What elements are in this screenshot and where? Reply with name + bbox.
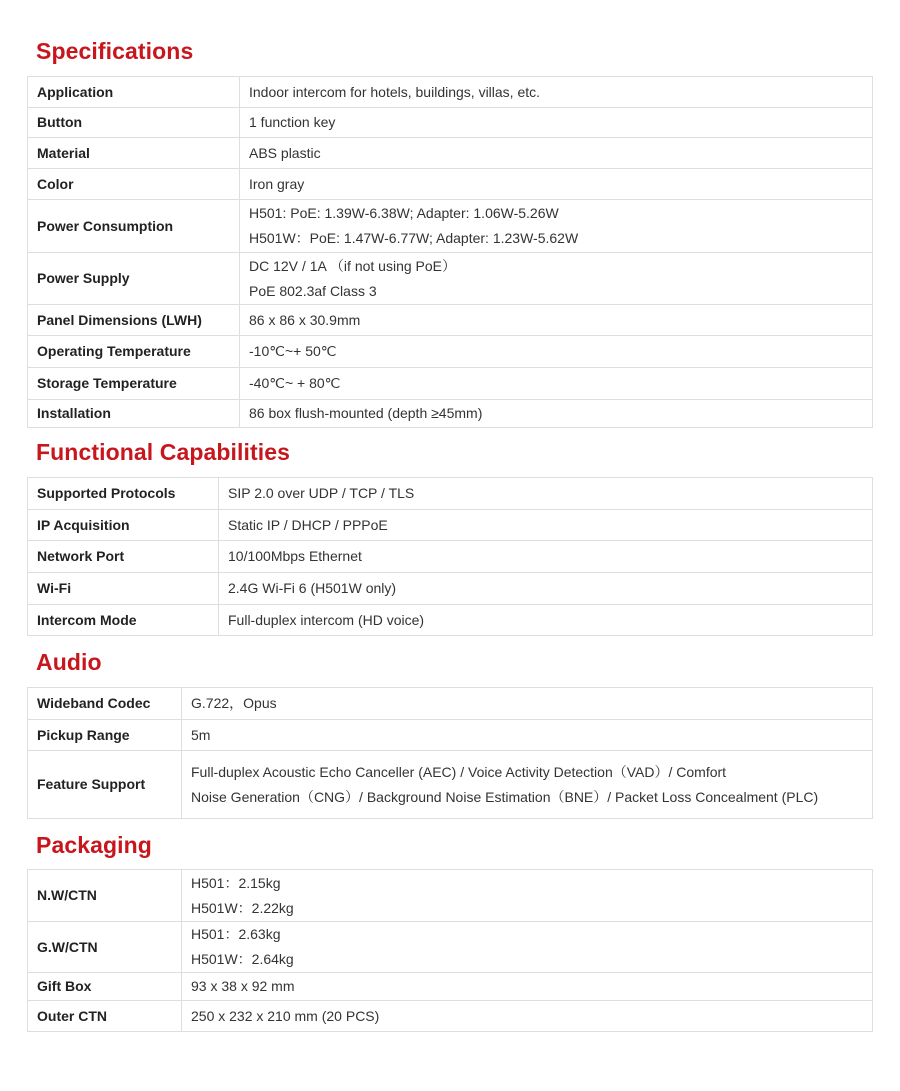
table-row xyxy=(28,200,873,253)
specifications-table xyxy=(27,76,873,428)
row-label: Color xyxy=(28,169,240,200)
table-row xyxy=(28,751,873,819)
value-line: Full-duplex Acoustic Echo Canceller (AEC) / Voice Activity Detection（VAD）/ Comfort xyxy=(191,763,727,780)
row-label: Supported Protocols xyxy=(28,478,219,510)
table-row xyxy=(28,973,873,1001)
table-row xyxy=(28,336,873,368)
row-label: Intercom Mode xyxy=(28,605,219,636)
row-label: IP Acquisition xyxy=(28,510,219,541)
table-row xyxy=(28,720,873,751)
row-value: 86 box flush-mounted (depth ≥45mm) xyxy=(240,400,873,428)
row-value: -40℃~ + 80℃ xyxy=(240,368,873,400)
functional-capabilities-table xyxy=(27,477,873,636)
row-label: Operating Temperature xyxy=(28,336,240,368)
table-row xyxy=(28,1001,873,1032)
row-value: -10℃~+ 50℃ xyxy=(240,336,873,368)
row-label: Panel Dimensions (LWH) xyxy=(28,305,240,336)
row-value: Indoor intercom for hotels, buildings, villas, etc. xyxy=(240,77,873,108)
section-title-specifications: Specifications xyxy=(36,38,194,64)
table-row xyxy=(28,253,873,305)
value-line: H501W：PoE: 1.47W-6.77W; Adapter: 1.23W-5.62W xyxy=(249,230,579,246)
table-row xyxy=(28,870,873,922)
table-row xyxy=(28,368,873,400)
row-label: Button xyxy=(28,108,240,138)
value-line: H501：2.63kg xyxy=(191,926,281,942)
row-value xyxy=(182,751,873,819)
row-label: Pickup Range xyxy=(28,720,182,751)
value-line: H501W：2.22kg xyxy=(191,899,294,916)
row-value: Iron gray xyxy=(240,169,873,200)
row-label: Feature Support xyxy=(28,751,182,819)
row-value: G.722，Opus xyxy=(182,688,873,720)
table-row xyxy=(28,541,873,573)
row-value: 86 x 86 x 30.9mm xyxy=(240,305,873,336)
row-label: Network Port xyxy=(28,541,219,573)
table-row xyxy=(28,138,873,169)
row-label: Wideband Codec xyxy=(28,688,182,720)
row-value: 10/100Mbps Ethernet xyxy=(219,541,873,573)
section-title-audio: Audio xyxy=(36,649,102,675)
table-row xyxy=(28,400,873,428)
audio-table xyxy=(27,687,873,819)
table-row xyxy=(28,605,873,636)
row-label: Installation xyxy=(28,400,240,428)
value-line: PoE 802.3af Class 3 xyxy=(249,282,377,299)
packaging-table xyxy=(27,869,873,1032)
section-title-functional-capabilities: Functional Capabilities xyxy=(36,439,291,465)
value-line: DC 12V / 1A （if not using PoE） xyxy=(249,257,456,274)
row-value: ABS plastic xyxy=(240,138,873,169)
row-label: Wi-Fi xyxy=(28,573,219,605)
table-row xyxy=(28,305,873,336)
value-line: H501：2.15kg xyxy=(191,874,281,891)
value-line: H501: PoE: 1.39W-6.38W; Adapter: 1.06W-5.26W xyxy=(249,205,559,221)
value-line: H501W：2.64kg xyxy=(191,951,294,967)
row-value: 93 x 38 x 92 mm xyxy=(182,973,873,1001)
row-value: 5m xyxy=(182,720,873,751)
row-value: SIP 2.0 over UDP / TCP / TLS xyxy=(219,478,873,510)
value-line: Noise Generation（CNG）/ Background Noise Estimation（BNE）/ Packet Loss Concealment (PLC) xyxy=(191,788,819,805)
row-value: Full-duplex intercom (HD voice) xyxy=(219,605,873,636)
table-row xyxy=(28,108,873,138)
table-row xyxy=(28,688,873,720)
row-label: G.W/CTN xyxy=(28,922,182,973)
row-label: Material xyxy=(28,138,240,169)
table-row xyxy=(28,77,873,108)
table-row xyxy=(28,478,873,510)
section-title-packaging: Packaging xyxy=(36,832,152,858)
row-label: Application xyxy=(28,77,240,108)
table-row xyxy=(28,510,873,541)
row-value: 2.4G Wi-Fi 6 (H501W only) xyxy=(219,573,873,605)
table-row xyxy=(28,169,873,200)
row-value xyxy=(240,253,873,305)
table-row xyxy=(28,573,873,605)
row-value xyxy=(182,922,873,973)
row-value xyxy=(182,870,873,922)
row-value: 250 x 232 x 210 mm (20 PCS) xyxy=(182,1001,873,1032)
row-label: Gift Box xyxy=(28,973,182,1001)
row-value xyxy=(240,200,873,253)
row-value: Static IP / DHCP / PPPoE xyxy=(219,510,873,541)
table-row xyxy=(28,922,873,973)
row-value: 1 function key xyxy=(240,108,873,138)
row-label: Outer CTN xyxy=(28,1001,182,1032)
row-label: N.W/CTN xyxy=(28,870,182,922)
row-label: Power Supply xyxy=(28,253,240,305)
row-label: Storage Temperature xyxy=(28,368,240,400)
row-label: Power Consumption xyxy=(28,200,240,253)
